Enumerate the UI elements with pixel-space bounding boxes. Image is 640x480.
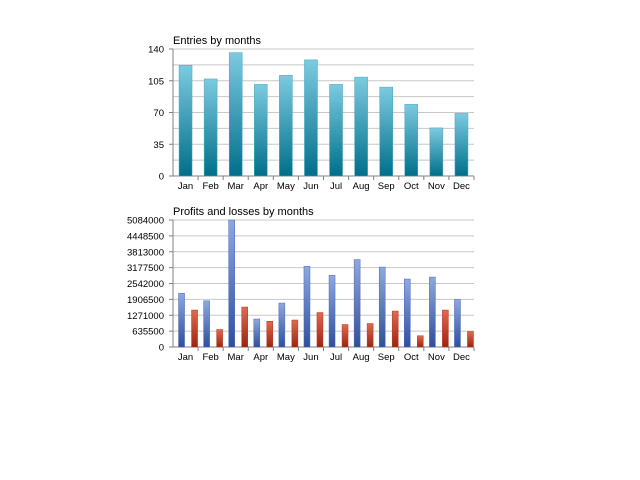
bar-losses-dec [467,332,473,347]
x-tick-label: Dec [453,352,470,363]
bar-entries-may [279,75,292,176]
x-tick-label: Oct [403,181,419,192]
x-tick-label: Feb [202,352,219,363]
x-tick-label: Mar [227,352,244,363]
bar-losses-apr [267,321,273,347]
y-tick-label: 35 [153,139,164,151]
x-tick-label: Jun [303,181,319,192]
bar-losses-jan [192,310,198,347]
x-tick-label: May [276,352,295,363]
y-tick-label: 635500 [132,326,164,338]
x-tick-label: Oct [403,352,419,363]
x-tick-label: Aug [352,352,370,363]
bar-profits-dec [454,300,460,347]
x-tick-label: Nov [427,352,445,363]
profits-chart-title: Profits and losses by months [173,206,314,218]
y-tick-label: 0 [158,342,164,354]
x-tick-label: Sep [377,352,395,363]
bar-entries-aug [355,77,368,176]
bar-entries-nov [430,128,443,176]
x-tick-label: May [276,181,295,192]
y-tick-label: 140 [148,44,164,56]
bar-profits-aug [354,260,360,347]
bar-profits-jan [179,293,185,347]
bar-profits-apr [254,319,260,347]
x-tick-label: Jul [329,181,343,192]
x-tick-label: Mar [227,181,244,192]
bar-entries-apr [254,84,267,176]
bar-entries-jun [304,60,317,176]
y-tick-label: 1271000 [127,310,164,322]
bar-entries-sep [380,87,393,176]
x-tick-label: Jun [303,352,319,363]
profits-losses-chart [127,206,474,363]
entries-chart [148,35,474,192]
x-tick-label: Jul [329,352,343,363]
y-tick-label: 4448500 [127,231,164,243]
bar-losses-feb [217,330,223,347]
y-tick-label: 0 [158,171,164,183]
bar-entries-jan [179,65,192,176]
x-tick-label: Apr [253,181,269,192]
x-tick-label: Aug [352,181,370,192]
bar-losses-mar [242,307,248,347]
bar-entries-mar [229,53,242,176]
bar-entries-jul [330,84,343,176]
bar-entries-oct [405,104,418,176]
x-tick-label: Jan [177,181,194,192]
bar-profits-feb [204,301,210,347]
entries-chart-title: Entries by months [173,35,262,47]
y-tick-label: 105 [148,76,164,88]
bar-profits-sep [379,267,385,347]
bar-profits-oct [404,279,410,347]
bar-losses-jul [342,325,348,347]
bar-losses-may [292,320,298,347]
bar-profits-may [279,303,285,347]
bar-profits-jun [304,266,310,347]
x-tick-label: Jan [177,352,194,363]
bar-losses-oct [417,336,423,347]
y-tick-label: 2542000 [127,279,164,290]
bar-losses-sep [392,311,398,347]
y-tick-label: 5084000 [127,215,164,227]
bar-entries-dec [455,113,468,176]
bar-profits-mar [229,220,235,347]
y-tick-label: 1906500 [127,294,164,306]
x-tick-label: Apr [253,352,269,363]
x-tick-label: Sep [377,181,395,192]
bar-profits-nov [429,277,435,347]
bar-losses-jun [317,313,323,347]
y-tick-label: 3177500 [127,263,164,275]
x-tick-label: Feb [202,181,219,192]
y-tick-label: 3813000 [127,247,164,259]
x-tick-label: Nov [427,181,445,192]
bar-losses-nov [442,310,448,347]
bar-losses-aug [367,324,373,347]
x-tick-label: Dec [453,181,470,192]
bar-entries-feb [204,79,217,176]
y-tick-label: 70 [153,108,164,119]
bar-profits-jul [329,275,335,347]
